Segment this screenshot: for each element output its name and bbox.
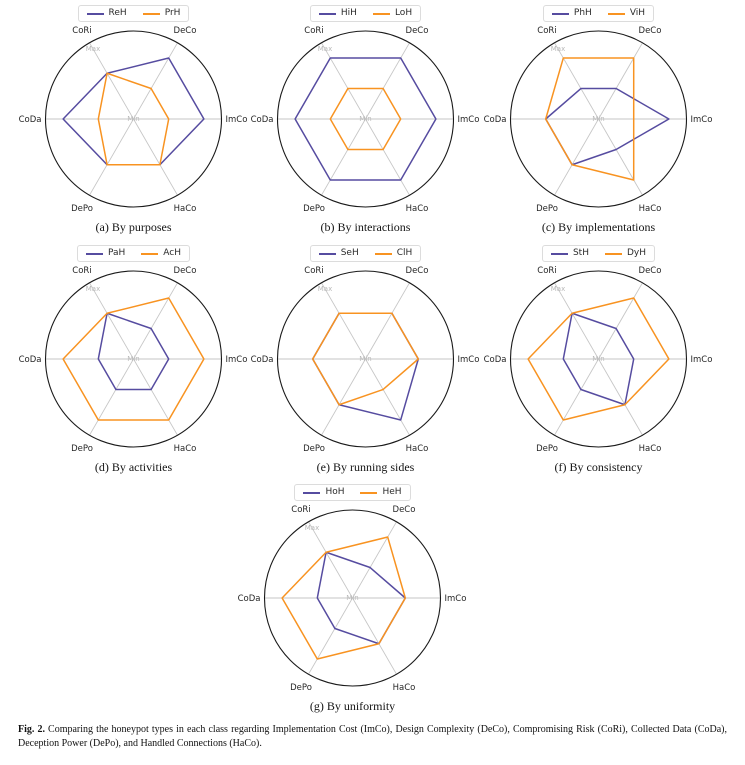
subcaption-d: (d) By activities	[94, 460, 173, 474]
legend-line-swatch	[86, 253, 103, 255]
figure-caption-text: Comparing the honeypot types in each class regarding Implementation Cost (ImCo), Design Complexity (DeCo), Compromising Risk (CoRi), Collected Data (CoDa), Deception Power (DePo), and Handled Connections (HaCo).	[18, 724, 727, 749]
subcaption-b: (b) By interactions	[320, 220, 411, 234]
legend-label: ReH	[108, 8, 127, 18]
axis-label-DePo: DePo	[71, 204, 93, 215]
axis-label-DeCo: DeCo	[405, 25, 429, 36]
axis-label-DeCo: DeCo	[392, 504, 416, 515]
max-tick-label: Max	[85, 44, 101, 53]
radar-chart-interactions	[249, 22, 482, 218]
axis-label-ImCo: ImCo	[444, 594, 467, 604]
chart-cell-d-activities	[17, 240, 250, 475]
legend-label: AcH	[163, 248, 182, 258]
legend-label: LoH	[394, 8, 413, 18]
figure-caption-label: Fig. 2.	[18, 724, 46, 735]
chart-cell-c-implementations	[482, 0, 715, 235]
legend-frame	[78, 5, 190, 22]
legend-item	[141, 248, 181, 259]
axis-label-HaCo: HaCo	[173, 444, 197, 455]
chart-cell-b-interactions	[249, 0, 482, 235]
legend-item	[303, 487, 344, 498]
legend-item	[375, 248, 413, 259]
legend-label: HoH	[325, 487, 345, 497]
axis-label-HaCo: HaCo	[392, 683, 416, 694]
axis-label-CoDa: CoDa	[18, 115, 42, 125]
axis-label-ImCo: ImCo	[690, 355, 713, 365]
axis-label-DePo: DePo	[536, 204, 558, 215]
axis-label-CoRi: CoRi	[304, 265, 324, 276]
axis-label-CoDa: CoDa	[250, 115, 274, 125]
radar-chart-consistency	[482, 262, 715, 458]
legend-label: PhH	[573, 8, 592, 18]
legend-line-swatch	[141, 253, 158, 255]
legend-c	[482, 5, 715, 22]
legend-line-swatch	[373, 13, 390, 15]
legend-label: DyH	[626, 248, 647, 258]
legend-line-swatch	[551, 253, 568, 255]
legend-item	[319, 248, 359, 259]
legend-label: HiH	[340, 8, 357, 18]
legend-label: ViH	[629, 8, 646, 18]
subcaption-c: (c) By implementations	[541, 220, 656, 234]
max-tick-label: Max	[317, 284, 333, 293]
legend-line-swatch	[87, 13, 104, 15]
max-tick-label: Max	[550, 284, 566, 293]
max-tick-label: Max	[85, 284, 101, 293]
min-tick-label: Min	[359, 355, 372, 363]
legend-frame	[77, 245, 190, 262]
axis-label-ImCo: ImCo	[225, 355, 248, 365]
subcaption-a: (a) By purposes	[95, 220, 172, 234]
legend-label: StH	[572, 248, 589, 258]
max-tick-label: Max	[304, 523, 320, 532]
axis-label-DeCo: DeCo	[173, 25, 197, 36]
legend-item	[373, 8, 412, 19]
legend-line-swatch	[360, 492, 377, 494]
axis-label-DePo: DePo	[71, 444, 93, 455]
legend-frame	[294, 484, 410, 501]
legend-item	[319, 8, 357, 19]
axis-label-ImCo: ImCo	[690, 115, 713, 125]
legend-label: SeH	[340, 248, 359, 258]
axis-label-DePo: DePo	[303, 204, 325, 215]
chart-cell-g-uniformity	[236, 479, 469, 714]
legend-b	[249, 5, 482, 22]
axis-label-CoRi: CoRi	[72, 25, 92, 36]
legend-g	[236, 484, 469, 501]
axis-label-CoRi: CoRi	[291, 504, 311, 515]
max-tick-label: Max	[317, 44, 333, 53]
min-tick-label: Min	[359, 115, 372, 123]
legend-item	[551, 248, 589, 259]
min-tick-label: Min	[127, 115, 140, 123]
legend-frame	[310, 245, 422, 262]
legend-line-swatch	[605, 253, 622, 255]
chart-cell-a-purposes	[17, 0, 250, 235]
legend-item	[552, 8, 592, 19]
axis-label-HaCo: HaCo	[638, 444, 662, 455]
axis-label-ImCo: ImCo	[225, 115, 248, 125]
axis-label-DePo: DePo	[290, 683, 312, 694]
legend-item	[605, 248, 646, 259]
legend-d	[17, 245, 250, 262]
legend-item	[608, 8, 645, 19]
radar-chart-uniformity	[236, 501, 469, 697]
axis-label-CoDa: CoDa	[250, 355, 274, 365]
axis-label-DeCo: DeCo	[405, 265, 429, 276]
legend-item	[360, 487, 401, 498]
axis-label-HaCo: HaCo	[638, 204, 662, 215]
legend-line-swatch	[319, 253, 336, 255]
subcaption-e: (e) By running sides	[316, 460, 415, 474]
legend-line-swatch	[375, 253, 392, 255]
legend-line-swatch	[608, 13, 625, 15]
axis-label-ImCo: ImCo	[457, 115, 480, 125]
legend-label: PaH	[107, 248, 126, 258]
subcaption-f: (f) By consistency	[554, 460, 643, 474]
legend-line-swatch	[303, 492, 320, 494]
axis-label-CoRi: CoRi	[304, 25, 324, 36]
axis-label-CoDa: CoDa	[18, 355, 42, 365]
axis-label-CoDa: CoDa	[237, 594, 261, 604]
min-tick-label: Min	[346, 594, 359, 602]
radar-chart-purposes	[17, 22, 250, 218]
axis-label-HaCo: HaCo	[405, 204, 429, 215]
axis-label-DeCo: DeCo	[638, 265, 662, 276]
min-tick-label: Min	[592, 115, 605, 123]
legend-item	[87, 8, 127, 19]
legend-label: HeH	[382, 487, 402, 497]
legend-label: ClH	[396, 248, 413, 258]
axis-label-DeCo: DeCo	[638, 25, 662, 36]
radar-chart-running-sides	[249, 262, 482, 458]
radar-chart-activities	[17, 262, 250, 458]
min-tick-label: Min	[127, 355, 140, 363]
axis-label-CoRi: CoRi	[72, 265, 92, 276]
legend-frame	[310, 5, 421, 22]
legend-item	[86, 248, 125, 259]
axis-label-DePo: DePo	[536, 444, 558, 455]
series-polygon-SeH	[313, 313, 419, 420]
subcaption-g: (g) By uniformity	[309, 699, 396, 713]
chart-cell-f-consistency	[482, 240, 715, 475]
axis-label-CoDa: CoDa	[483, 115, 507, 125]
legend-frame	[543, 5, 654, 22]
max-tick-label: Max	[550, 44, 566, 53]
figure-caption	[18, 723, 727, 750]
legend-a	[17, 5, 250, 22]
series-polygon-PhH	[546, 89, 669, 165]
legend-e	[249, 245, 482, 262]
axis-label-DeCo: DeCo	[173, 265, 197, 276]
axis-label-CoDa: CoDa	[483, 355, 507, 365]
legend-line-swatch	[319, 13, 336, 15]
axis-label-CoRi: CoRi	[537, 265, 557, 276]
series-polygon-ReH	[63, 58, 204, 165]
legend-label: PrH	[164, 8, 181, 18]
legend-item	[143, 8, 181, 19]
min-tick-label: Min	[592, 355, 605, 363]
axis-label-CoRi: CoRi	[537, 25, 557, 36]
series-polygon-PaH	[98, 313, 168, 389]
axis-label-DePo: DePo	[303, 444, 325, 455]
legend-line-swatch	[143, 13, 160, 15]
axis-label-ImCo: ImCo	[457, 355, 480, 365]
legend-line-swatch	[552, 13, 569, 15]
chart-cell-e-running-sides	[249, 240, 482, 475]
radar-chart-implementations	[482, 22, 715, 218]
axis-label-HaCo: HaCo	[405, 444, 429, 455]
legend-frame	[542, 245, 655, 262]
legend-f	[482, 245, 715, 262]
axis-label-HaCo: HaCo	[173, 204, 197, 215]
